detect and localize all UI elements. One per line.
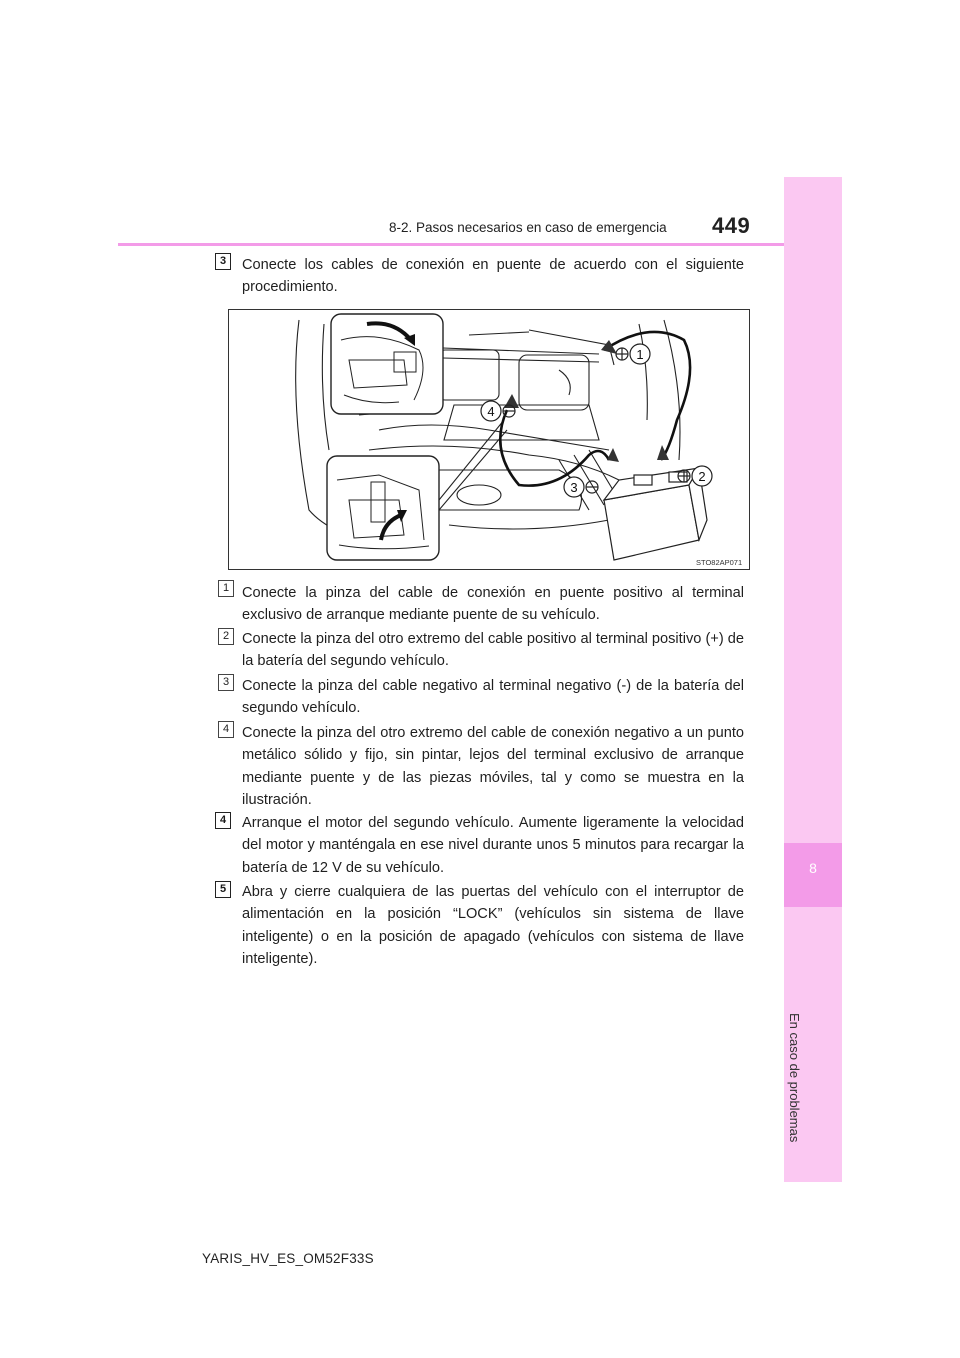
- step-3-text: Conecte los cables de conexión en puente de acuerdo con el siguiente procedimiento.: [242, 257, 744, 296]
- chapter-label: En caso de problemas: [787, 1013, 802, 1143]
- jump-start-illustration: [228, 309, 750, 570]
- chapter-number: 8: [809, 860, 817, 876]
- step-4-text: Arranque el motor del segundo vehículo. Aumente ligeramente la velocidad del motor y manténgala en ese nivel durante unos 5 minutos para recargar la batería de 12 V de su vehículo.: [242, 815, 744, 876]
- callout-2: 2: [698, 469, 706, 484]
- substep-marker-3: 3: [218, 674, 234, 691]
- section-title: 8-2. Pasos necesarios en caso de emergencia: [389, 220, 667, 235]
- callout-1: 1: [636, 347, 644, 362]
- substep-2-text: Conecte la pinza del otro extremo del cable positivo al terminal positivo (+) de la batería del segundo vehículo.: [242, 631, 744, 670]
- substep-1-text: Conecte la pinza del cable de conexión en puente positivo al terminal exclusivo de arranque mediante puente de su vehículo.: [242, 585, 744, 624]
- page-number: 449: [712, 213, 751, 238]
- header-rule: [118, 243, 842, 246]
- step-marker-5: 5: [215, 881, 231, 898]
- substep-4-text: Conecte la pinza del otro extremo del cable de conexión negativo a un punto metálico sólido y fijo, sin pintar, lejos del terminal exclusivo de arranque mediante puente y de las piezas móviles, tal y como se muestra en la ilustración.: [242, 725, 744, 808]
- figure-code: STO82AP071: [696, 558, 743, 567]
- substep-marker-2: 2: [218, 628, 234, 645]
- callout-3: 3: [570, 480, 578, 495]
- callout-4: 4: [487, 404, 495, 419]
- step-marker-3: 3: [215, 253, 231, 270]
- substep-3-text: Conecte la pinza del cable negativo al terminal negativo (-) de la batería del segundo vehículo.: [242, 678, 744, 717]
- footer-doc-code: YARIS_HV_ES_OM52F33S: [202, 1251, 374, 1266]
- step-marker-4: 4: [215, 812, 231, 829]
- substep-marker-1: 1: [218, 580, 234, 597]
- engine-bay-drawing: [229, 310, 749, 569]
- substep-marker-4: 4: [218, 721, 234, 738]
- step-5-text: Abra y cierre cualquiera de las puertas del vehículo con el interruptor de alimentación en la posición “LOCK” (vehículos sin sistema de llave inteligente) o en la posición de apagado (vehículos con sistema de llave inteligente).: [242, 884, 744, 967]
